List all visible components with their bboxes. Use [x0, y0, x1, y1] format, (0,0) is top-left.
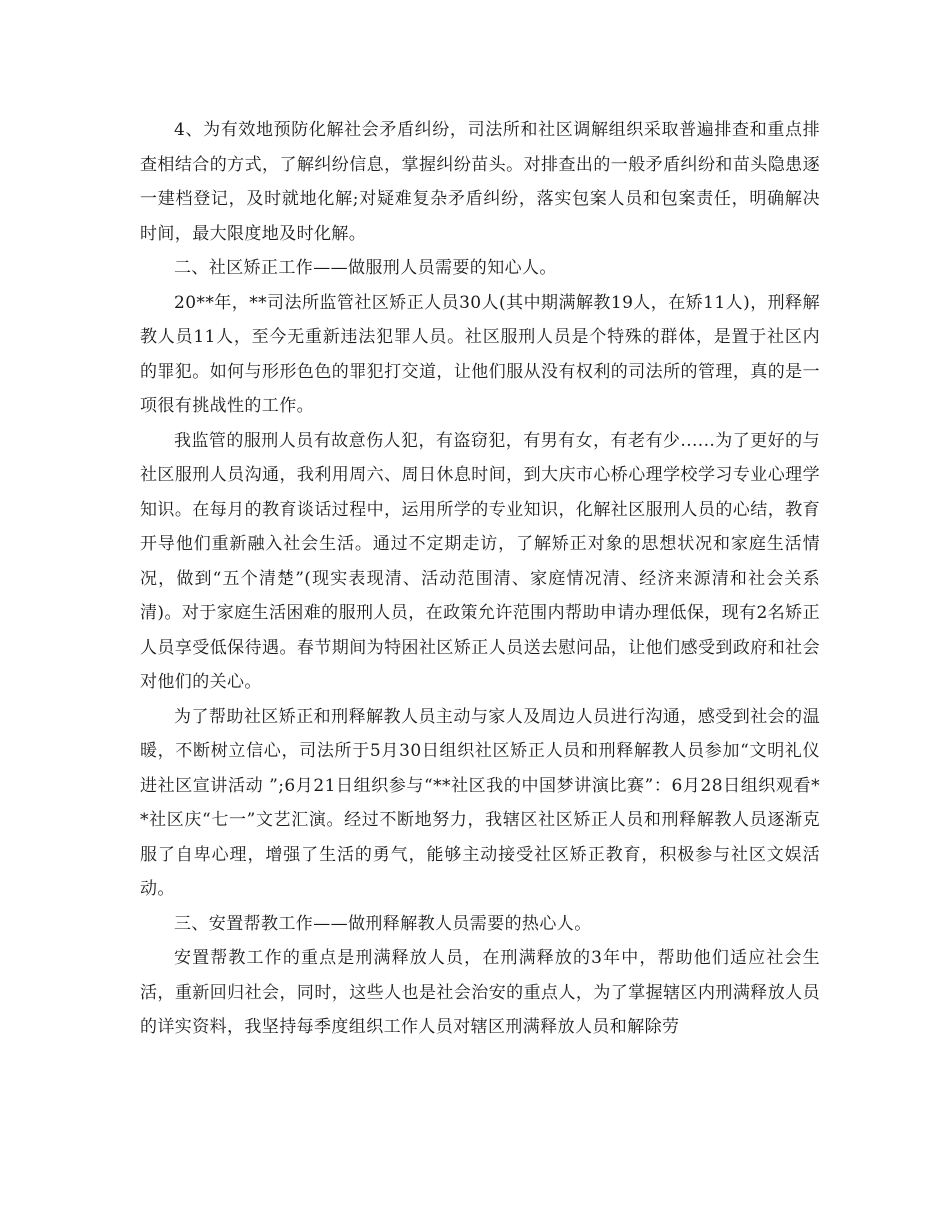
- paragraph-correction-statistics: 20**年，**司法所监管社区矫正人员30人(其中期满解教19人，在矫11人)，刑释解教人员11人，至今无重新违法犯罪人员。社区服刑人员是个特殊的群体，是置于社区内的罪犯。如何与形形色色的罪犯打交道，让他们服从没有权利的司法所的管理，真的是一项很有挑战性的工作。: [140, 292, 820, 416]
- paragraph-community-activities: 为了帮助社区矫正和刑释解教人员主动与家人及周边人员进行沟通，感受到社会的温暖，不断树立信心，司法所于5月30日组织社区矫正人员和刑释解教人员参加“文明礼仪进社区宣讲活动 ”;6月21日组织参与“**社区我的中国梦讲演比赛”：6月28日组织观看**社区庆“七一”文艺汇演。经过不断地努力，我辖区社区矫正人员和刑释解教人员逐渐克服了自卑心理，增强了生活的勇气，能够主动接受社区矫正教育，积极参与社区文娱活动。: [140, 706, 820, 899]
- section-heading-resettlement: 三、安置帮教工作——做刑释解教人员需要的热心人。: [174, 913, 592, 934]
- section-heading-community-correction: 二、社区矫正工作——做服刑人员需要的知心人。: [174, 258, 557, 278]
- paragraph-resettlement-work: 安置帮教工作的重点是刑满释放人员，在刑满释放的3年中，帮助他们适应社会生活，重新回归社会，同时，这些人也是社会治安的重点人，为了掌握辖区内刑满释放人员的详实资料，我坚持每季度组织工作人员对辖区刑满释放人员和解除劳: [140, 948, 820, 1037]
- document-page: [140, 113, 820, 1045]
- paragraph-dispute-resolution: 4、为有效地预防化解社会矛盾纠纷，司法所和社区调解组织采取普遍排查和重点排查相结合的方式，了解纠纷信息，掌握纠纷苗头。对排查出的一般矛盾纠纷和苗头隐患逐一建档登记，及时就地化解;对疑难复杂矛盾纠纷，落实包案人员和包案责任，明确解决时间，最大限度地及时化解。: [140, 120, 820, 244]
- paragraph-supervision-methods: 我监管的服刑人员有故意伤人犯，有盗窃犯，有男有女，有老有少......为了更好的与社区服刑人员沟通，我利用周六、周日休息时间，到大庆市心桥心理学校学习专业心理学知识。在每月的教育谈话过程中，运用所学的专业知识，化解社区服刑人员的心结，教育开导他们重新融入社会生活。通过不定期走访，了解矫正对象的思想状况和家庭生活情况，做到“五个清楚”(现实表现清、活动范围清、家庭情况清、经济来源清和社会关系清)。对于家庭生活困难的服刑人员，在政策允许范围内帮助申请办理低保，现有2名矫正人员享受低保待遇。春节期间为特困社区矫正人员送去慰问品，让他们感受到政府和社会对他们的关心。: [140, 430, 820, 692]
